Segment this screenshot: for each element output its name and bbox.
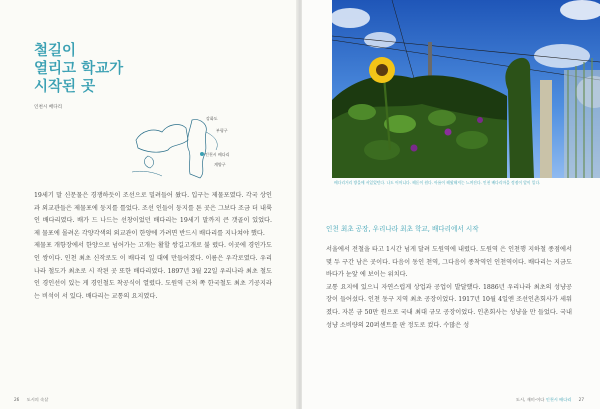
right-footer-accent: 인천시 배다리 xyxy=(545,397,572,402)
leaf xyxy=(456,131,488,149)
stone-post xyxy=(540,80,552,178)
island-outline xyxy=(136,125,188,153)
map-label-right-bottom: 계양구 xyxy=(214,162,226,167)
map-label-center: 인천시 배다리 xyxy=(205,152,230,157)
coastline-outline xyxy=(187,120,206,178)
leaf xyxy=(364,140,400,160)
section-heading: 인천 최초 공장, 우리나라 최초 학교, 배다리에서 시작 xyxy=(326,225,479,233)
photo-caption: 배다리거리 방을에 서있었던다. 나도 어머니다. 해돋이 원다. 아름이 해왔해져는 느껴진다. 인천 배다리마을 정점이 앞이 일다. xyxy=(334,180,541,185)
left-paragraph-1: 19세기 말 신문물은 경쟁하듯이 조선으로 밀려들어 왔다. 입구는 제물포였다. 각국 상인과 외교관들은 제물포에 둥지를 틀었다. 조선 인들이 둥지를 튼 곳은 그보다 조금 더 내륙인 배다리였다. 배가 드 나드는 선창이었던 배다리는 19세기 말까지 큰 갯골이 있었다. 제 물포에 몰려온 각양각색의 외교관이 한양에 가려면 반드시 배다리를 지나쳐야 했다. xyxy=(34,192,272,237)
sunflower-photo xyxy=(332,0,600,178)
right-paragraph-2: 교통 요지에 있으니 자연스럽게 상업과 공업이 발달했다. 1886년 우리나라 최초의 성냥공장이 들어섰다. 인천 동구 지역 최초 공장이었다. 1917년 10월 4일엔 조선인촌회사가 세워졌다. 자본 금 50만 원으로 국내 최대 규모 공장이었다. 인촌회사는 성냥을 만 들었다. 국내 성냥 소비량의 20퍼센트를 판 정도로 컸다. 수많은 성 xyxy=(326,283,572,329)
morning-glory xyxy=(411,145,418,152)
cloud xyxy=(534,44,590,68)
title-line-2: 열리고 학교가 xyxy=(34,61,124,77)
right-footer-label: 도시, 재미-이다 xyxy=(515,397,545,402)
left-paragraph-2: 제물포 개항장에서 한양으로 넘어가는 고개는 활할 쌍길고개로 불 렸다. 이곳에 경인가도인 쌍이다. 인천 최초 신작로도 이 배다리 일 대에 만들어졌다. 이름은 우각로였다. 우리나라 철도가 최초로 시 작된 곳 또한 배다리였다. 1897년 3월 22일 우리나라 최초 철도인 경인선이 있는 게 경인철도 착공식이 열렸다. 도원역 근처 쪽 한국철도 최초 기공지라는 비석이 서 있다. 배다리는 교통의 요지였다. xyxy=(34,242,272,300)
right-page xyxy=(302,0,600,409)
map-label-top: 강화도 xyxy=(206,116,218,121)
morning-glory xyxy=(445,129,452,136)
title-line-1: 철길이 xyxy=(34,43,77,59)
chapter-title xyxy=(34,42,123,96)
left-body-text xyxy=(34,190,272,303)
tree xyxy=(505,58,534,178)
right-page-number: 27 xyxy=(578,397,584,402)
right-body-text xyxy=(326,244,572,332)
location-marker xyxy=(200,152,204,156)
small-island-outline xyxy=(144,156,153,168)
right-paragraph-1: 서울에서 전철을 타고 1시간 넘게 달려 도원역에 내렸다. 도원역 은 인천행 지하철 종점에서 몇 두 구간 남은 곳이다. 다음이 동인 천역, 그다음이 종착역인 인천역이다. 배다리는 지금도 바다가 눈앞 에 보이는 위치다. xyxy=(326,246,572,279)
leaf xyxy=(348,104,376,120)
right-footer xyxy=(516,397,590,403)
left-footer xyxy=(8,397,48,403)
map-label-right-top: 부평구 xyxy=(216,128,228,133)
left-footer-label: 도시의 속살 xyxy=(26,397,49,402)
left-page xyxy=(0,0,298,409)
title-line-3: 시작된 곳 xyxy=(34,79,96,95)
chapter-subtitle: 인천시 배다리 xyxy=(34,105,63,110)
shore-line xyxy=(132,171,162,176)
leaf xyxy=(428,110,456,126)
morning-glory xyxy=(477,117,483,123)
left-page-number: 26 xyxy=(14,397,20,402)
boundary-line xyxy=(206,132,217,150)
sunflower-head xyxy=(369,57,395,83)
location-map xyxy=(128,110,240,182)
fence xyxy=(564,70,600,178)
